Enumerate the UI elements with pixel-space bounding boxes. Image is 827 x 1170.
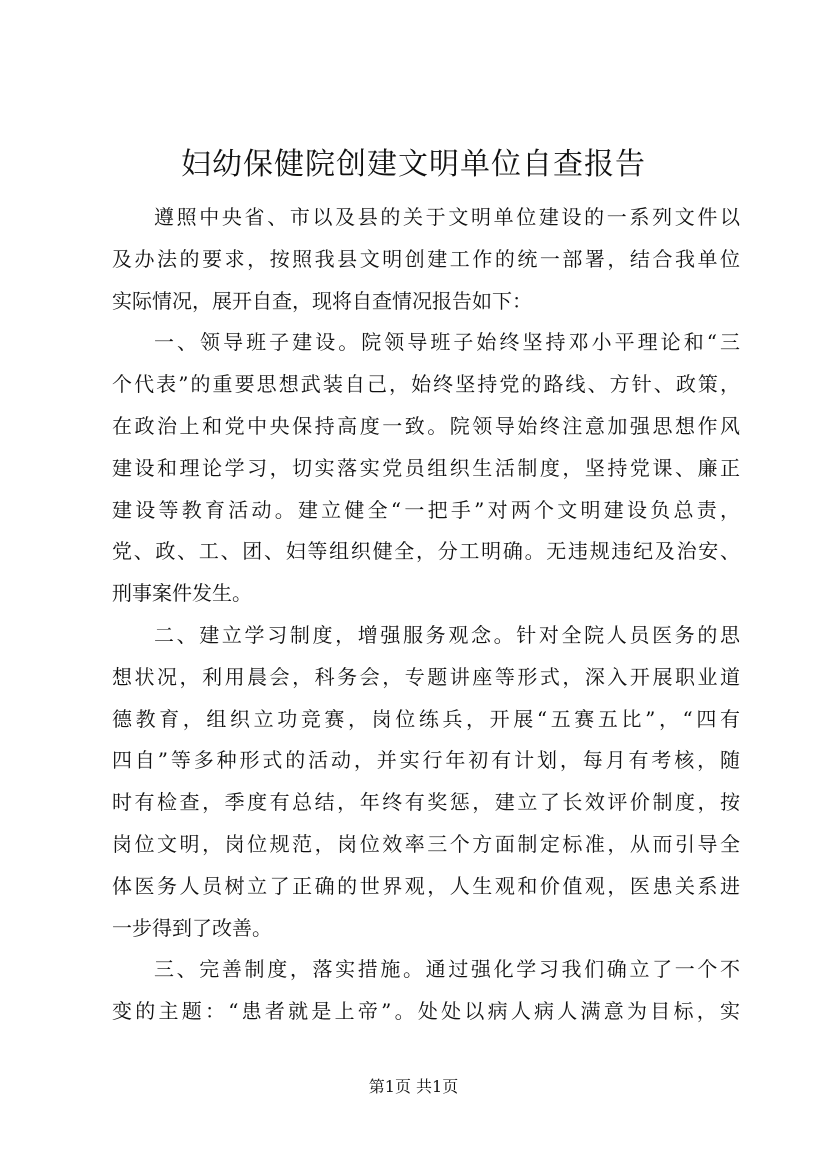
paragraph-line: 一步得到了改善。 xyxy=(112,915,272,940)
paragraph-line: 建设等教育活动。建立健全“一把手”对两个文明建设负总责， xyxy=(112,497,740,522)
paragraph-line: 时有检查，季度有总结，年终有奖惩，建立了长效评价制度，按 xyxy=(112,790,740,815)
paragraph-line: 建设和理论学习，切实落实党员组织生活制度，坚持党课、廉正 xyxy=(112,455,740,480)
paragraph-line: 实际情况，展开自查，现将自查情况报告如下： xyxy=(112,288,532,313)
paragraph-line: 个代表”的重要思想武装自己，始终坚持党的路线、方针、政策， xyxy=(112,372,740,397)
paragraph-line: 党、政、工、团、妇等组织健全，分工明确。无违规违纪及治安、 xyxy=(112,539,740,564)
paragraph-line: 岗位文明，岗位规范，岗位效率三个方面制定标准，从而引导全 xyxy=(112,831,740,856)
paragraph-line: 刑事案件发生。 xyxy=(112,581,252,606)
paragraph-line: 二、建立学习制度，增强服务观念。针对全院人员医务的思 xyxy=(154,622,740,647)
paragraph-line: 及办法的要求，按照我县文明创建工作的统一部署，结合我单位 xyxy=(112,246,740,271)
paragraph-line: 在政治上和党中央保持高度一致。院领导始终注意加强思想作风 xyxy=(112,413,740,438)
paragraph-line: 三、完善制度，落实措施。通过强化学习我们确立了一个不 xyxy=(154,957,740,982)
paragraph-line: 四自”等多种形式的活动，并实行年初有计划，每月有考核，随 xyxy=(112,748,740,773)
page-footer: 第1页 共1页 xyxy=(368,1077,459,1096)
document-body xyxy=(112,197,740,1033)
paragraph-line: 想状况，利用晨会，科务会，专题讲座等形式，深入开展职业道 xyxy=(112,664,740,689)
paragraph-line: 体医务人员树立了正确的世界观，人生观和价值观，医患关系进 xyxy=(112,873,740,898)
paragraph-line: 遵照中央省、市以及县的关于文明单位建设的一系列文件以 xyxy=(154,205,740,229)
paragraph-line: 德教育，组织立功竞赛，岗位练兵，开展“五赛五比”，“四有 xyxy=(112,706,740,731)
paragraph-line: 变的主题：“患者就是上帝”。处处以病人病人满意为目标，实 xyxy=(112,999,740,1024)
document-title: 妇幼保健院创建文明单位自查报告 xyxy=(181,147,646,182)
paragraph-line: 一、领导班子建设。院领导班子始终坚持邓小平理论和“三 xyxy=(154,330,740,355)
